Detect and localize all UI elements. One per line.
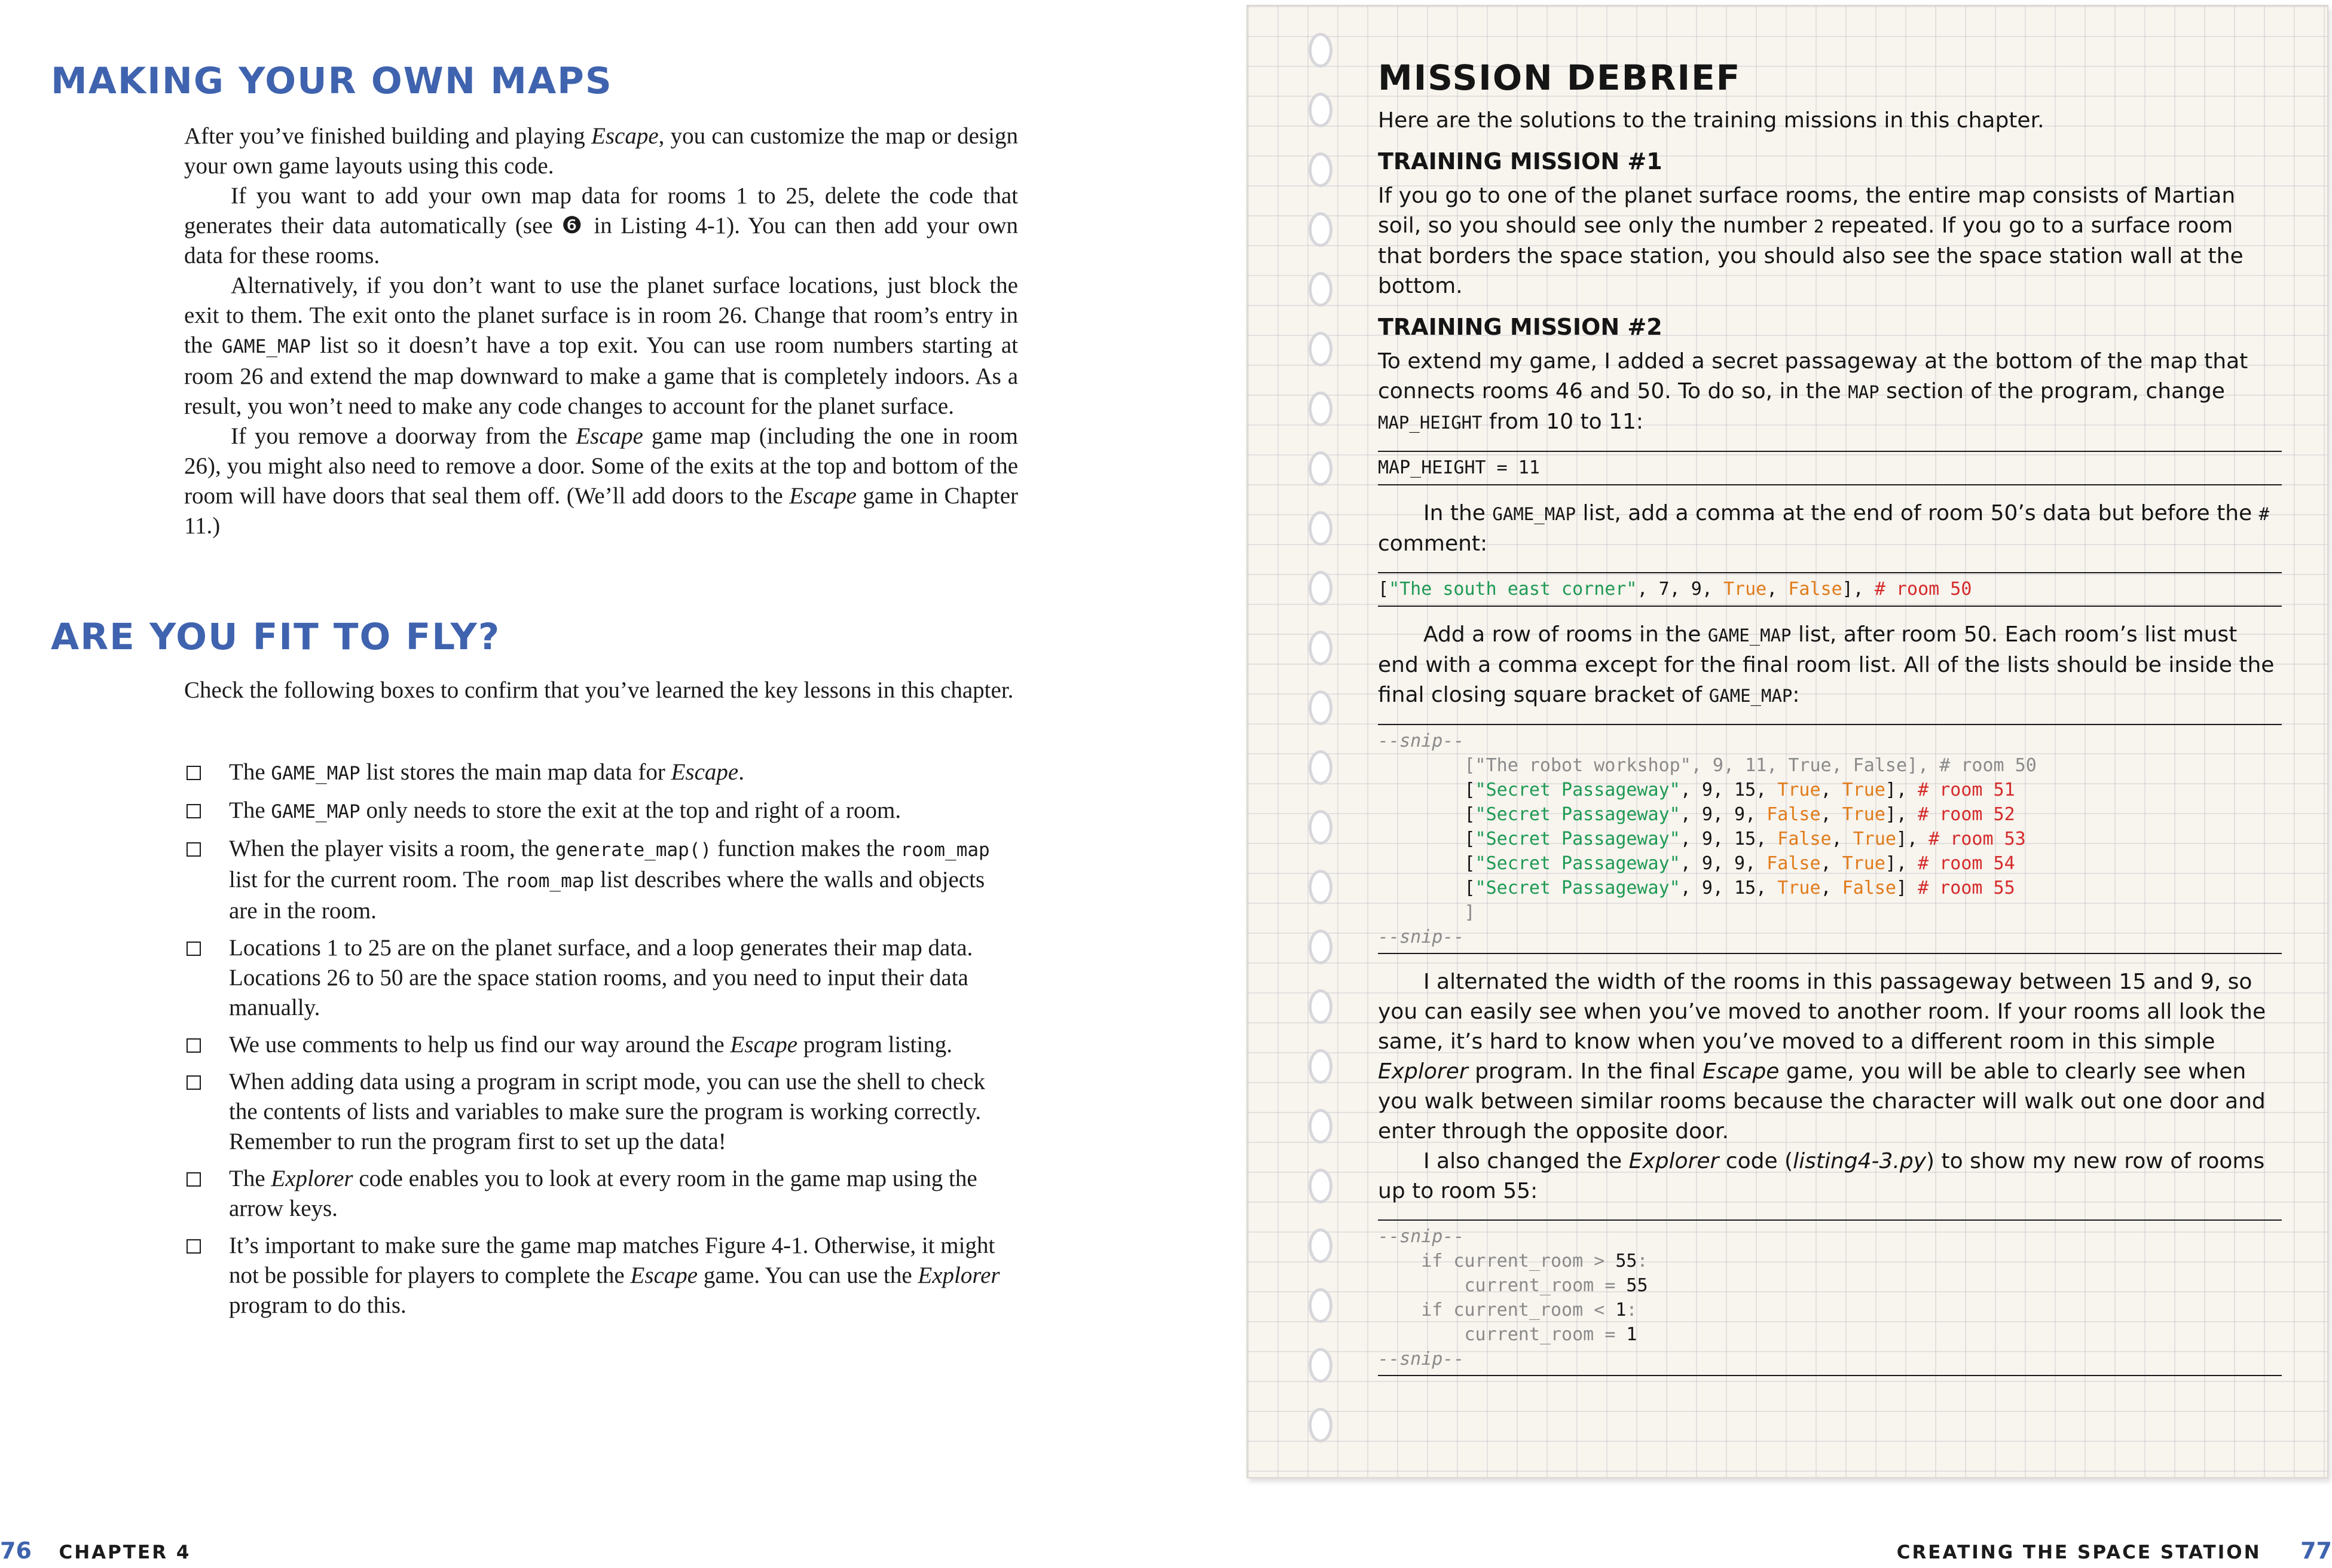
mission2-title: TRAINING MISSION #2 — [1378, 314, 1662, 340]
mission1-title: TRAINING MISSION #1 — [1378, 148, 1662, 175]
binder-hole — [1309, 1228, 1332, 1263]
paragraph: If you remove a doorway from the Escape game map (including the one in room 26), you might also need to remove a door. Some of the exits at the top and bottom of the room will have doors that seal them off. (We’ll add doors to the Escape game in Chapter 11.) — [184, 423, 1018, 539]
debrief-title: MISSION DEBRIEF — [1378, 57, 1741, 98]
section-heading-fit-to-fly: ARE YOU FIT TO FLY? — [51, 616, 501, 658]
binder-hole — [1309, 930, 1332, 964]
checklist-item: When adding data using a program in script mode, you can use the shell to check the contents of lists and variables to make sure the program is working correctly. Remember to run the program first to set up the data! — [184, 1067, 1018, 1157]
paragraph: In the GAME_MAP list, add a comma at the end of room 50’s data but before the # comment: — [1378, 501, 2270, 556]
binder-hole — [1309, 870, 1332, 904]
debrief-intro: Here are the solutions to the training missions in this chapter. — [1378, 108, 2044, 133]
checklist-item: The Explorer code enables you to look at every room in the game map using the arrow keys. — [184, 1164, 1018, 1224]
making-maps-body — [184, 121, 1018, 541]
checkbox[interactable] — [187, 842, 201, 857]
paragraph: Alternatively, if you don’t want to use the planet surface locations, just block the exit to them. The exit onto the planet surface is in room 26. Change that room’s entry in the GAME_MAP list so it doesn’t have a top exit. You can use room numbers starting at room 26 and extend the map downward to make a game that is completely indoors. As a result, you won’t need to make any code changes to account for the planet surface. — [184, 273, 1018, 419]
binder-hole — [1309, 1169, 1332, 1203]
section-heading-making-maps: MAKING YOUR OWN MAPS — [51, 60, 613, 102]
binder-hole — [1309, 690, 1332, 725]
binder-hole — [1309, 152, 1332, 187]
checklist-item: The GAME_MAP list stores the main map data for Escape. — [184, 757, 1018, 788]
checklist-item: It’s important to make sure the game map matches Figure 4-1. Otherwise, it might not be possible for players to complete the Escape game. You can use the Explorer program to do this. — [184, 1231, 1018, 1321]
binder-hole — [1309, 631, 1332, 665]
paragraph: I also changed the Explorer code (listing4-3.py) to show my new row of rooms up to room 55: — [1378, 1149, 2265, 1203]
code-block-passageway: --snip-- ["The robot workshop", 9, 11, True, False], # room 50 ["Secret Passageway", 9, 15, True, True], # room 51 ["Secret Passageway", 9, 9, False, True], # room 52 ["Secret Passageway", 9, 15, False, True], # room 53 ["Secret Passageway", 9, 9, False, True], # room 54 ["Secret Passageway", 9, 15, True, False] # room 55 ] --snip-- — [1378, 724, 2282, 954]
binder-hole — [1309, 392, 1332, 426]
mission2-text: To extend my game, I added a secret passageway at the bottom of the map that connects rooms 46 and 50. To do so, in the MAP section of the program, change MAP_HEIGHT from 10 to 11: — [1378, 349, 2248, 434]
paragraph: If you want to add your own map data for rooms 1 to 25, delete the code that generates their data automatically (see ❻ in Listing 4-1). You can then add your own data for these rooms. — [184, 183, 1019, 268]
checklist-item: We use comments to help us find our way around the Escape program listing. — [184, 1030, 1018, 1060]
code-block-map-height: MAP_HEIGHT = 11 — [1378, 451, 2282, 485]
binder-hole — [1309, 1049, 1332, 1084]
binder-hole — [1309, 989, 1332, 1024]
listing-marker: ❻ — [561, 213, 585, 239]
checkbox[interactable] — [187, 1172, 201, 1187]
mission1-text: If you go to one of the planet surface rooms, the entire map consists of Martian soil, so you should see only the number 2 repeated. If you go to a surface room that borders the space station, you should also see the space station wall at the bottom. — [1378, 184, 2244, 298]
checkbox[interactable] — [187, 766, 201, 780]
binder-hole — [1309, 332, 1332, 366]
checkbox[interactable] — [187, 1075, 201, 1090]
paragraph: I alternated the width of the rooms in this passageway between 15 and 9, so you can easily see when you’ve moved to another room. If your rooms all look the same, it’s hard to know when you’ve moved to a different room in this simple Explorer program. In the final Escape game, you will be able to clearly see when you walk between similar rooms because the character will walk out one door and enter through the opposite door. — [1378, 970, 2266, 1144]
binder-hole — [1309, 750, 1332, 785]
paragraph: After you’ve finished building and playing Escape, you can customize the map or design your own game layouts using this code. — [184, 123, 1018, 179]
binder-hole — [1309, 272, 1332, 307]
binder-hole — [1309, 451, 1332, 486]
fit-to-fly-intro: Check the following boxes to confirm that you’ve learned the key lessons in this chapter. — [184, 677, 1014, 703]
left-footer — [0, 1538, 191, 1564]
binder-hole — [1309, 1348, 1332, 1383]
chapter-label: CHAPTER 4 — [59, 1542, 191, 1563]
code-block-explorer: --snip-- if current_room > 55: current_room = 55 if current_room < 1: current_room = 1 --snip-- — [1378, 1219, 2282, 1376]
page-number: 76 — [0, 1538, 32, 1564]
binder-hole — [1309, 33, 1332, 68]
checkbox[interactable] — [187, 804, 201, 818]
binder-hole — [1309, 511, 1332, 546]
checkbox[interactable] — [187, 1239, 201, 1254]
binder-hole — [1309, 1408, 1332, 1442]
checkbox[interactable] — [187, 942, 201, 956]
binder-hole — [1309, 212, 1332, 247]
lesson-checklist — [184, 757, 1018, 1328]
binder-hole — [1309, 93, 1332, 127]
right-footer — [1897, 1538, 2332, 1564]
checklist-item: When the player visits a room, the generate_map() function makes the room_map list for the current room. The room_map list describes where the walls and objects are in the room. — [184, 834, 1018, 926]
page-number: 77 — [2300, 1538, 2332, 1564]
binder-hole — [1309, 1109, 1332, 1144]
checklist-item: Locations 1 to 25 are on the planet surface, and a loop generates their map data. Locations 26 to 50 are the space station rooms, and you need to input their data manually. — [184, 933, 1018, 1023]
chapter-title: CREATING THE SPACE STATION — [1896, 1542, 2261, 1563]
paragraph: Add a row of rooms in the GAME_MAP list, after room 50. Each room’s list must end with a comma except for the final room list. All of the lists should be inside the final closing square bracket of GAME_MAP: — [1378, 622, 2275, 707]
binder-hole — [1309, 1288, 1332, 1323]
checkbox[interactable] — [187, 1038, 201, 1053]
binder-hole — [1309, 571, 1332, 606]
mission-debrief — [1378, 57, 2282, 1389]
binder-hole — [1309, 810, 1332, 845]
code-block-room50: ["The south east corner", 7, 9, True, False], # room 50 — [1378, 572, 2282, 607]
checklist-item: The GAME_MAP only needs to store the exit at the top and right of a room. — [184, 796, 1018, 827]
